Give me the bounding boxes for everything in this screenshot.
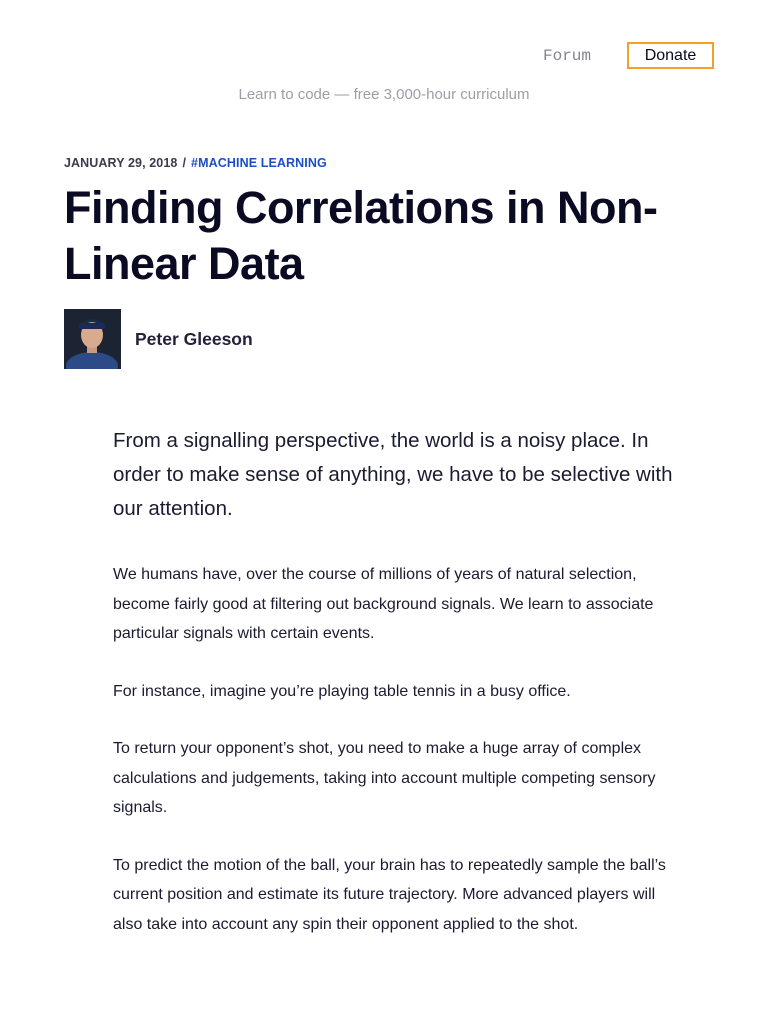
article-lead: From a signalling perspective, the world is a noisy place. In order to make sense of anything, we have to be selective with our attention. [113,429,673,520]
article-body [113,424,673,967]
forum-link[interactable]: Forum [542,46,591,65]
article-meta [64,156,327,170]
paragraph: To predict the motion of the ball, your brain has to repeatedly sample the ball’s current position and estimate its future trajectory. More advanced players will also take into account any spin their opponent applied to the shot. [113,856,666,933]
paragraph: For instance, imagine you’re playing table tennis in a busy office. [113,682,571,700]
paragraph: To return your opponent’s shot, you need to make a huge array of complex calculations and judgements, taking into account multiple competing sensory signals. [113,740,656,816]
article-title: Finding Correlations in Non-Linear Data [64,182,658,289]
publish-date: JANUARY 29, 2018 [64,156,178,170]
author-card[interactable] [64,309,253,369]
paragraph: We humans have, over the course of millions of years of natural selection, become fairly good at filtering out background signals. We learn to associate particular signals with certain events. [113,566,654,642]
author-name[interactable]: Peter Gleeson [135,328,253,349]
site-tagline[interactable]: Learn to code — free 3,000-hour curriculum [238,86,530,103]
donate-button[interactable]: Donate [627,42,714,69]
top-nav [543,42,714,69]
meta-separator: / [182,156,187,170]
author-avatar[interactable] [64,309,121,369]
author-photo [64,309,121,369]
tag-link[interactable]: #MACHINE LEARNING [191,156,327,170]
